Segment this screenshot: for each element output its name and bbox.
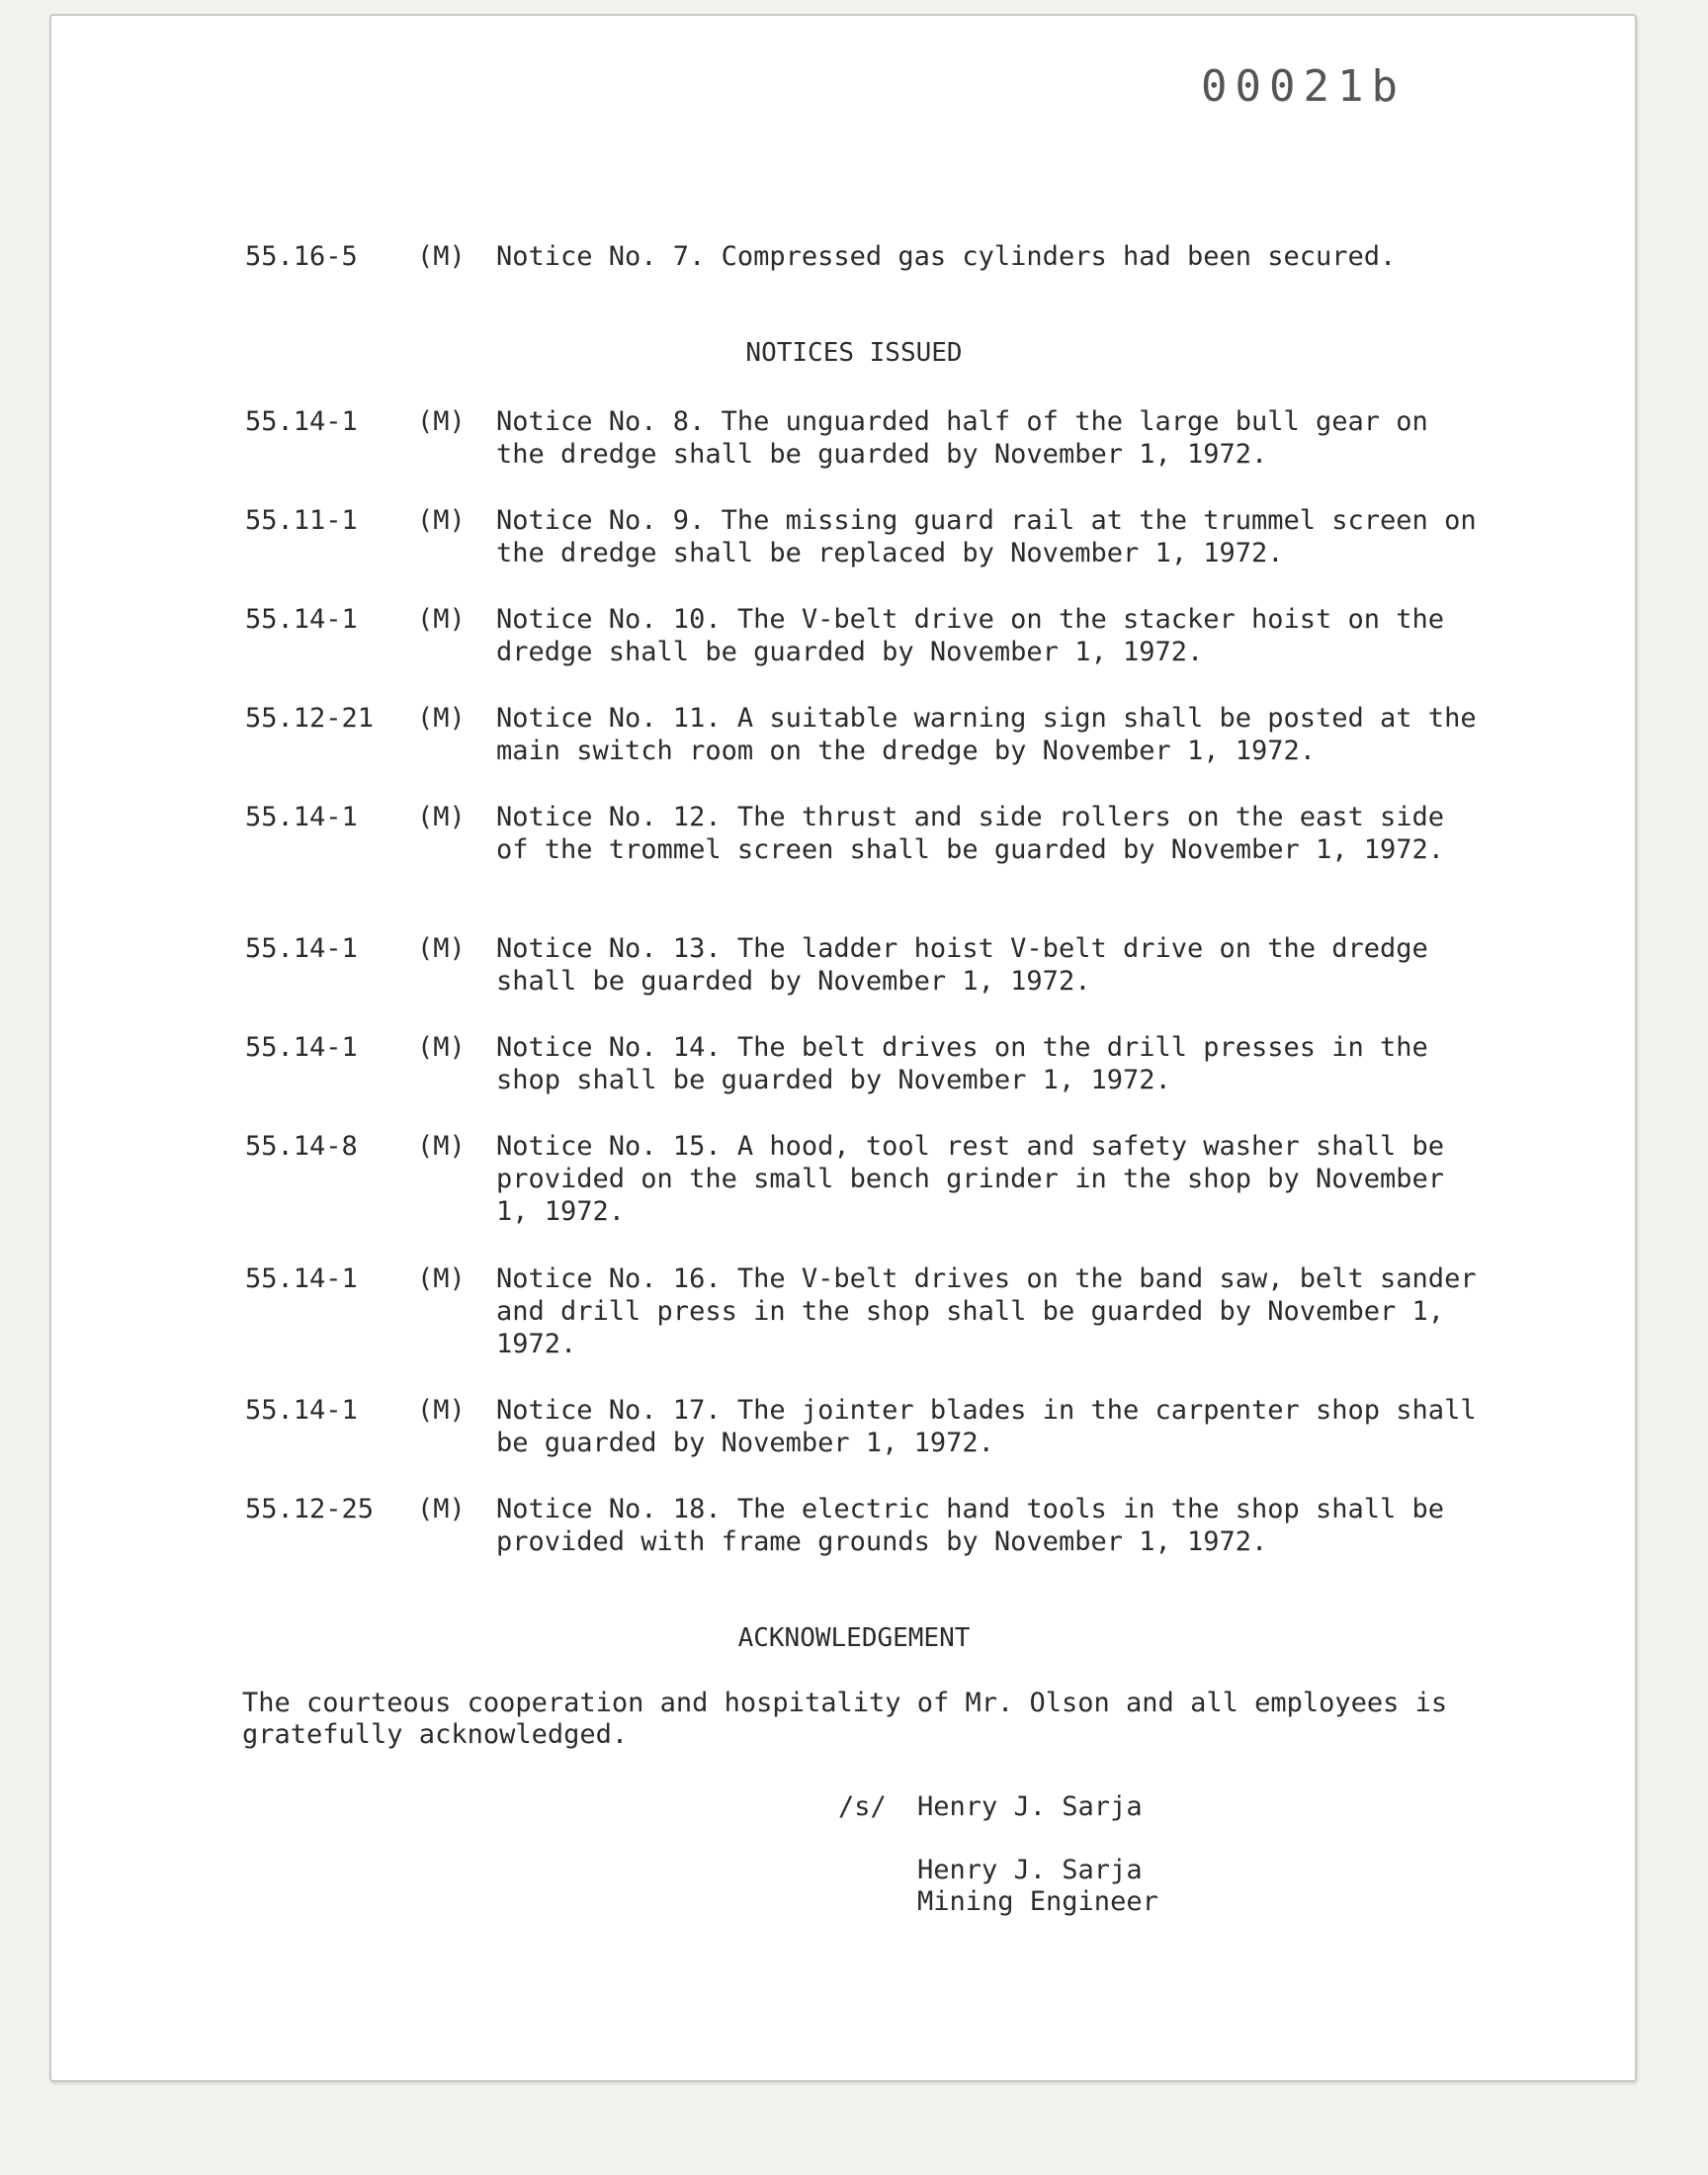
mandatory-mark: (M) bbox=[417, 241, 466, 272]
signer-name: Henry J. Sarja bbox=[917, 1855, 1143, 1885]
notice-text: Notice No. 16. The V-belt drives on the band saw, belt sander and drill press in the shop shall be guarded by November 1, 1972. bbox=[496, 1263, 1477, 1359]
standard-code: 55.12-25 bbox=[245, 1494, 375, 1524]
mandatory-mark: (M) bbox=[417, 1131, 466, 1162]
standard-code: 55.14-1 bbox=[245, 406, 358, 437]
mandatory-mark: (M) bbox=[417, 1395, 466, 1426]
standard-code: 55.12-21 bbox=[245, 703, 375, 734]
standard-code: 55.14-1 bbox=[245, 1032, 358, 1063]
notice-text: Notice No. 13. The ladder hoist V-belt drive on the dredge shall be guarded by November 1, 1972. bbox=[496, 933, 1428, 997]
standard-code: 55.14-1 bbox=[245, 1263, 358, 1294]
standard-code: 55.11-1 bbox=[245, 505, 358, 536]
standard-code: 55.14-1 bbox=[245, 802, 358, 832]
standard-code: 55.14-1 bbox=[245, 1395, 358, 1426]
notice-text: Notice No. 10. The V-belt drive on the stacker hoist on the dredge shall be guarded by November 1, 1972. bbox=[496, 604, 1445, 667]
mandatory-mark: (M) bbox=[417, 505, 466, 536]
mandatory-mark: (M) bbox=[417, 1032, 466, 1063]
mandatory-mark: (M) bbox=[417, 1494, 466, 1524]
mandatory-mark: (M) bbox=[417, 802, 466, 832]
standard-code: 55.14-1 bbox=[245, 933, 358, 964]
standard-code: 55.16-5 bbox=[245, 241, 358, 272]
signature-mark: /s/ bbox=[838, 1791, 887, 1822]
notice-text: Notice No. 8. The unguarded half of the large bull gear on the dredge shall be guarded by November 1, 1972. bbox=[496, 406, 1428, 470]
acknowledgement-heading: ACKNOWLEDGEMENT bbox=[737, 1623, 971, 1653]
notice-text: Notice No. 17. The jointer blades in the carpenter shop shall be guarded by November 1, 1972. bbox=[496, 1395, 1477, 1458]
notice-text: Notice No. 18. The electric hand tools in the shop shall be provided with frame grounds by November 1, 1972. bbox=[496, 1494, 1445, 1557]
notices-heading: NOTICES ISSUED bbox=[745, 338, 963, 368]
notice-text: Notice No. 12. The thrust and side rollers on the east side of the trommel screen shall be guarded by November 1, 1972. bbox=[496, 802, 1445, 865]
signer-title: Mining Engineer bbox=[917, 1886, 1158, 1917]
notice-text: Notice No. 9. The missing guard rail at the trummel screen on the dredge shall be replaced by November 1, 1972. bbox=[496, 505, 1477, 568]
acknowledgement-text: The courteous cooperation and hospitality of Mr. Olson and all employees is gratefully acknowledged. bbox=[242, 1688, 1448, 1750]
signed-name: Henry J. Sarja bbox=[917, 1791, 1143, 1822]
mandatory-mark: (M) bbox=[417, 703, 466, 734]
page-number: 00021b bbox=[1201, 61, 1406, 112]
entry-text: Notice No. 7. Compressed gas cylinders had been secured. bbox=[496, 241, 1397, 272]
mandatory-mark: (M) bbox=[417, 604, 466, 635]
mandatory-mark: (M) bbox=[417, 406, 466, 437]
mandatory-mark: (M) bbox=[417, 933, 466, 964]
mandatory-mark: (M) bbox=[417, 1263, 466, 1294]
notice-text: Notice No. 14. The belt drives on the drill presses in the shop shall be guarded by November 1, 1972. bbox=[496, 1032, 1428, 1095]
standard-code: 55.14-1 bbox=[245, 604, 358, 635]
notice-text: Notice No. 15. A hood, tool rest and safety washer shall be provided on the small bench grinder in the shop by November 1, 1972. bbox=[496, 1131, 1445, 1227]
standard-code: 55.14-8 bbox=[245, 1131, 358, 1162]
notice-text: Notice No. 11. A suitable warning sign shall be posted at the main switch room on the dredge by November 1, 1972. bbox=[496, 703, 1477, 766]
